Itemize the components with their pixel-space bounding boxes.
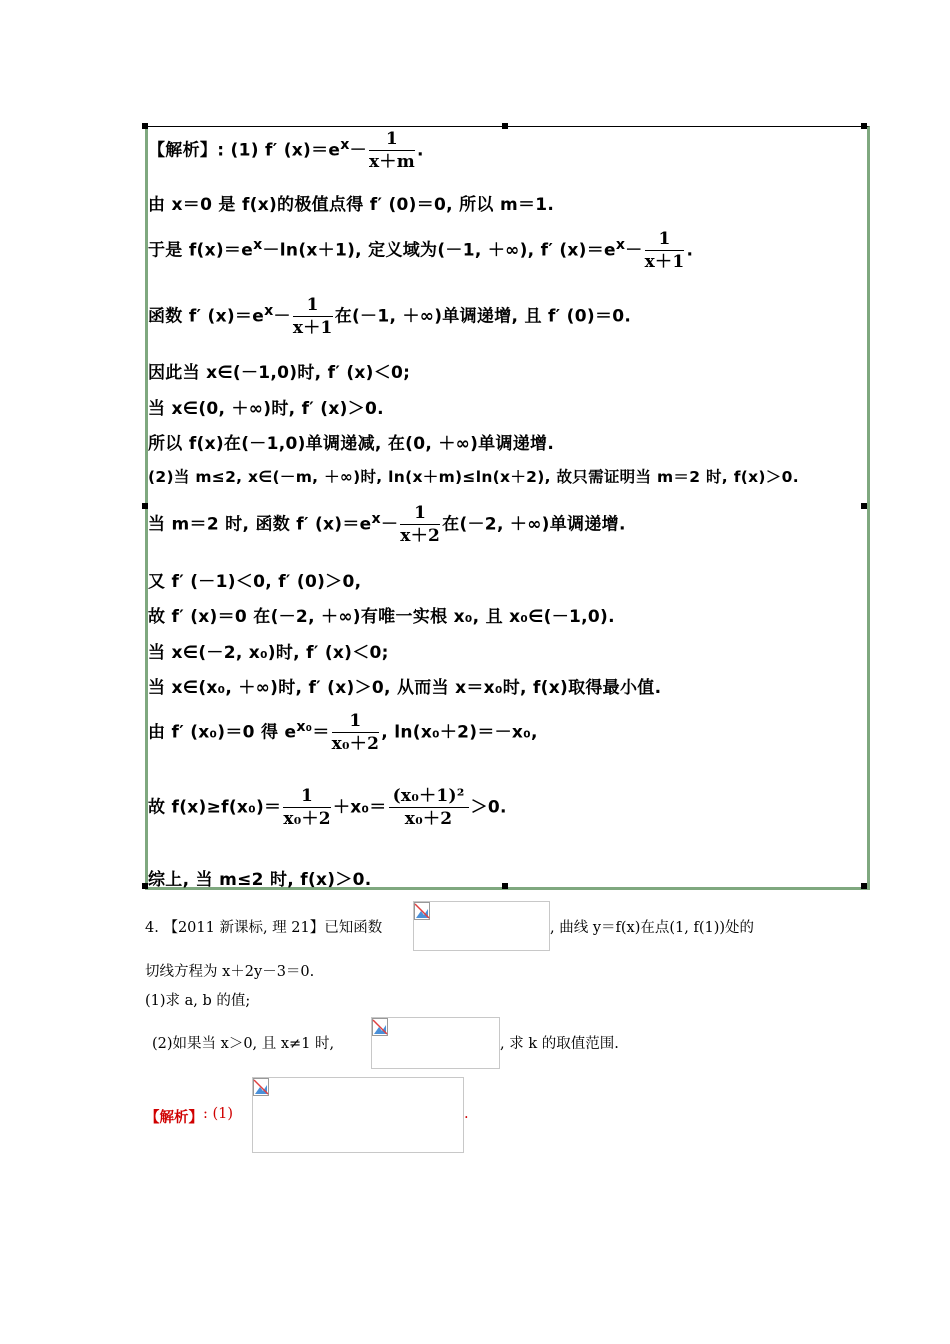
broken-image-icon xyxy=(414,902,430,920)
solution-line-13: 当 x∈(x₀, ＋∞)时, f′ (x)＞0, 从而当 x＝x₀时, f(x)取得最小值. xyxy=(148,678,662,698)
resize-handle-bottom-right[interactable] xyxy=(861,883,867,889)
formula-image-placeholder[interactable] xyxy=(252,1077,464,1153)
answer-prefix: : (1) xyxy=(203,1106,234,1122)
solution-line-12: 当 x∈(－2, x₀)时, f′ (x)＜0; xyxy=(148,643,389,663)
fraction: $\frac{1}{x+m}$ xyxy=(368,129,416,172)
fraction: $\frac{1}{\text{x₀＋2}}$ xyxy=(331,711,380,754)
formula-image-placeholder[interactable] xyxy=(371,1017,500,1069)
fraction: $\frac{\text{(x₀＋1)²}}{\text{x₀＋2}}$ xyxy=(389,785,469,830)
problem-line-2: 切线方程为 x＋2y－3＝0. xyxy=(145,964,315,980)
solution-line-15: 故 f(x)≥f(x₀)＝ $\frac{1}{\text{x₀＋2}}$ ＋x₀＝ $\frac{\text{(x₀＋1)²}}{\text{x₀＋2}}$ ＞0. xyxy=(148,786,507,829)
broken-image-icon xyxy=(372,1018,388,1036)
problem-line-3: (1)求 a, b 的值; xyxy=(145,993,251,1009)
broken-image-icon xyxy=(253,1078,269,1096)
fraction: $\frac{1}{x+1}$ xyxy=(644,229,685,272)
fraction: $\frac{1}{\text{x₀＋2}}$ xyxy=(283,786,331,829)
formula-image-placeholder[interactable] xyxy=(413,901,550,951)
problem-line-4b: , 求 k 的取值范围. xyxy=(500,1036,619,1052)
solution-line-9: 当 m＝2 时, 函数 f′ $(x)=e^x-$ $\frac{1}{x+2}$ 在(－2, ＋∞)单调递增. xyxy=(148,503,626,546)
answer-end: . xyxy=(464,1106,469,1122)
fraction: $\frac{1}{x+2}$ xyxy=(400,503,441,546)
problem-line-1b: , 曲线 y＝f(x)在点(1, f(1))处的 xyxy=(550,920,755,936)
solution-line-4: 函数 f′ $(x)=e^x-$ $\frac{1}{x+1}$ 在(－1, ＋∞)单调递增, 且 f′ (0)＝0. xyxy=(148,295,632,338)
solution-line-14: 由 f′ (x₀)＝0 得 $e^{x_0}=$ $\frac{1}{\text{x₀＋2}}$ , ln(x₀＋2)＝－x₀, xyxy=(148,711,538,754)
problem-line-1a: 4. 【2011 新课标, 理 21】已知函数 xyxy=(145,920,383,936)
resize-handle-top-right[interactable] xyxy=(861,123,867,129)
answer-label: 【解析】 xyxy=(145,1109,203,1126)
resize-handle-mid-right[interactable] xyxy=(861,503,867,509)
fraction: $\frac{1}{x+1}$ xyxy=(292,295,333,338)
problem-line-4a: (2)如果当 x＞0, 且 x≠1 时, xyxy=(152,1036,335,1052)
solution-line-16: 综上, 当 m≤2 时, f(x)＞0. xyxy=(148,870,372,890)
resize-handle-bottom-mid[interactable] xyxy=(502,883,508,889)
resize-handle-top-mid[interactable] xyxy=(502,123,508,129)
solution-line-6: 当 x∈(0, ＋∞)时, f′ (x)＞0. xyxy=(148,399,384,419)
solution-line-11: 故 f′ (x)＝0 在(－2, ＋∞)有唯一实根 x₀, 且 x₀∈(－1,0). xyxy=(148,607,615,627)
solution-line-5: 因此当 x∈(－1,0)时, f′ (x)＜0; xyxy=(148,363,411,383)
solution-line-2: 由 x＝0 是 f(x)的极值点得 f′ (0)＝0, 所以 m＝1. xyxy=(148,195,555,215)
solution-line-7: 所以 f(x)在(－1,0)单调递减, 在(0, ＋∞)单调递增. xyxy=(148,434,555,454)
solution-line-3: 于是 $f(x)=e^x-\ln(x+1)$, 定义域为(－1, ＋∞), f′ $(x)=e^x-$ $\frac{1}{x+1}$ . xyxy=(148,229,694,272)
solution-line-1: 【解析】: (1) f′ $(x)=e^x-$ $\frac{1}{x+m}$ . xyxy=(148,129,424,172)
solution-line-8: (2)当 m≤2, x∈(－m, ＋∞)时, ln(x＋m)≤ln(x＋2), 故只需证明当 m＝2 时, f(x)＞0. xyxy=(148,468,799,486)
solution-line-10: 又 f′ (－1)＜0, f′ (0)＞0, xyxy=(148,572,362,592)
